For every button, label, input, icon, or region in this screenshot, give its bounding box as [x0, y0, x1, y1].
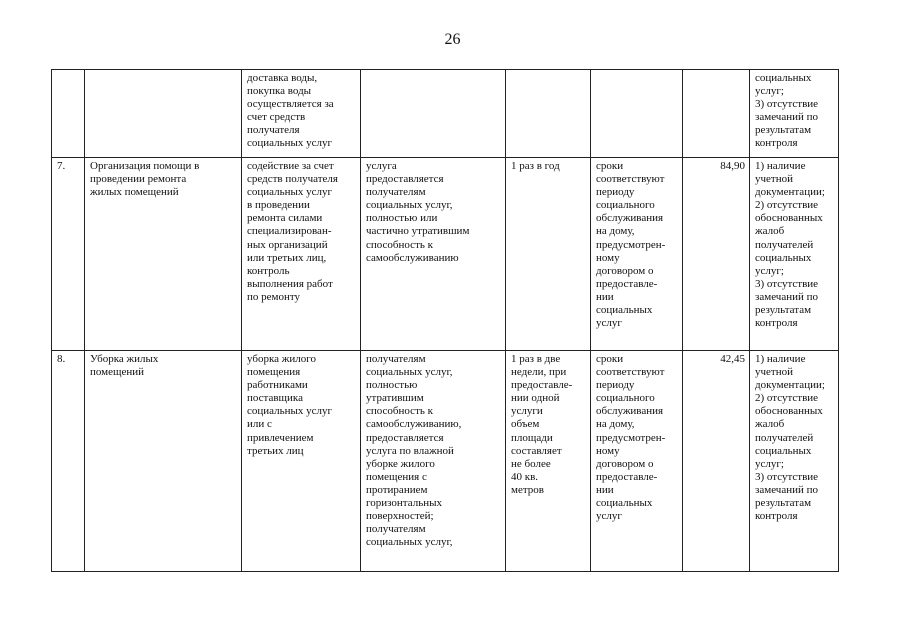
- service-description-cell: доставка воды, покупка воды осуществляется за счет средств получателя социальных услуг: [242, 70, 361, 158]
- service-terms-cell: [591, 70, 683, 158]
- service-price-cell: [683, 70, 750, 158]
- row-number-cell: 7.: [52, 158, 85, 351]
- service-criteria-cell: 1) наличие учетной документации; 2) отсутствие обоснованных жалоб получателей социальных услуг; 3) отсутствие замечаний по результатам контроля: [750, 351, 839, 572]
- service-frequency-cell: [506, 70, 591, 158]
- service-name-cell: Уборка жилых помещений: [85, 351, 242, 572]
- service-conditions-cell: [361, 70, 506, 158]
- service-conditions-cell: получателям социальных услуг, полностью утратившим способность к самообслуживанию, предоставляется услуга по влажной уборке жилого помещения с протиранием горизонтальных поверхностей; получателям социальных услуг,: [361, 351, 506, 572]
- table-row: [52, 70, 839, 158]
- row-number-cell: 8.: [52, 351, 85, 572]
- service-terms-cell: сроки соответствуют периоду социального обслуживания на дому, предусмотрен- ному договором о предоставле- нии социальных услуг: [591, 351, 683, 572]
- service-conditions-cell: услуга предоставляется получателям социальных услуг, полностью или частично утратившим способность к самообслуживанию: [361, 158, 506, 351]
- page-number: 26: [444, 31, 461, 48]
- service-description-cell: уборка жилого помещения работниками поставщика социальных услуг или с привлечением третьих лиц: [242, 351, 361, 572]
- table-row: [52, 351, 839, 572]
- service-frequency-cell: 1 раз в две недели, при предоставле- нии одной услуги объем площади составляет не более 40 кв. метров: [506, 351, 591, 572]
- service-price-cell: 84,90: [683, 158, 750, 351]
- service-criteria-cell: социальных услуг; 3) отсутствие замечаний по результатам контроля: [750, 70, 839, 158]
- table-row: [52, 158, 839, 351]
- service-terms-cell: сроки соответствуют периоду социального обслуживания на дому, предусмотрен- ному договором о предоставле- нии социальных услуг: [591, 158, 683, 351]
- service-price-cell: 42,45: [683, 351, 750, 572]
- service-name-cell: [85, 70, 242, 158]
- row-number-cell: [52, 70, 85, 158]
- services-table: [51, 69, 839, 572]
- service-criteria-cell: 1) наличие учетной документации; 2) отсутствие обоснованных жалоб получателей социальных услуг; 3) отсутствие замечаний по результатам контроля: [750, 158, 839, 351]
- service-description-cell: содействие за счет средств получателя социальных услуг в проведении ремонта силами специализирован- ных организаций или третьих лиц, контроль выполнения работ по ремонту: [242, 158, 361, 351]
- service-frequency-cell: 1 раз в год: [506, 158, 591, 351]
- service-name-cell: Организация помощи в проведении ремонта жилых помещений: [85, 158, 242, 351]
